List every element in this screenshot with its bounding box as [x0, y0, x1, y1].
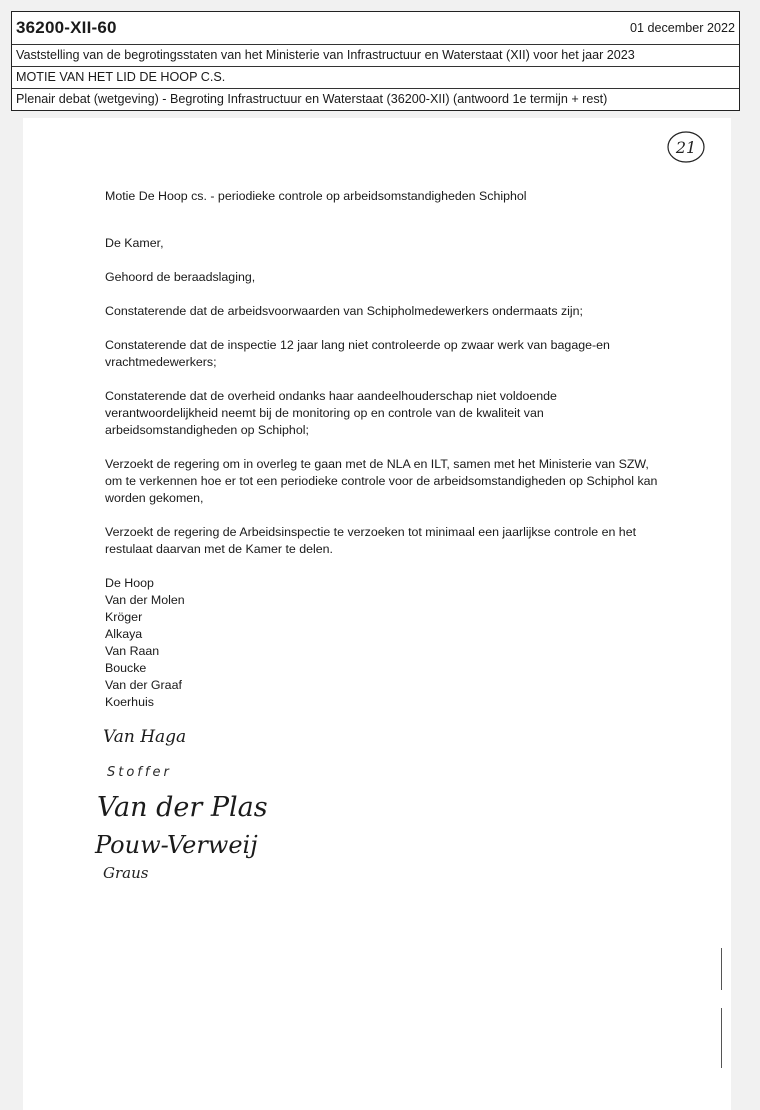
handwritten-signature: Stoffer — [107, 765, 172, 780]
signatory: Van der Molen — [105, 593, 185, 607]
handwritten-signature: Van Haga — [103, 727, 187, 747]
paragraph-request-1: Verzoekt de regering om in overleg te gaan met de NLA en ILT, samen met het Ministerie van SZW, om te verkennen hoe er tot een periodieke controle voor de arbeidsomstandigheden op Schiphol kan worden gekomen, — [105, 457, 658, 505]
signatory: De Hoop — [105, 576, 154, 590]
signatory: Alkaya — [105, 627, 143, 641]
motion-title: Motie De Hoop cs. - periodieke controle op arbeidsomstandigheden Schiphol — [105, 189, 527, 203]
signatory: Kröger — [105, 610, 143, 624]
motion-body — [105, 188, 665, 711]
paragraph-observation-1: Constaterende dat de arbeidsvoorwaarden van Schipholmedewerkers ondermaats zijn; — [105, 304, 584, 318]
handwritten-signature: Graus — [103, 864, 149, 882]
paragraph-address: De Kamer, — [105, 236, 164, 250]
paragraph-observation-2: Constaterende dat de inspectie 12 jaar lang niet controleerde op zwaar werk van bagage-en vrachtmedewerkers; — [105, 338, 610, 369]
handwritten-page-number — [666, 130, 706, 164]
document-header — [11, 11, 740, 111]
margin-mark — [721, 1008, 722, 1068]
handwritten-signature: Van der Plas — [97, 792, 268, 823]
signatory: Van der Graaf — [105, 678, 182, 692]
paragraph-heard: Gehoord de beraadslaging, — [105, 270, 256, 284]
document-page — [23, 118, 731, 1110]
signatory-list — [105, 575, 665, 711]
signatory: Van Raan — [105, 644, 160, 658]
debate-description: Plenair debat (wetgeving) - Begroting Infrastructuur en Waterstaat (36200-XII) (antwoord 1e termijn + rest) — [16, 92, 608, 106]
document-date: 01 december 2022 — [629, 21, 735, 35]
paragraph-observation-3: Constaterende dat de overheid ondanks haar aandeelhouderschap niet voldoende verantwoordelijkheid neemt bij de monitoring op en controle van de kwaliteit van arbeidsomstandigheden op Schiphol; — [105, 389, 557, 437]
document-number: 36200-XII-60 — [16, 18, 117, 37]
motion-type: MOTIE VAN HET LID DE HOOP C.S. — [12, 67, 739, 89]
page-number-text: 21 — [675, 138, 697, 157]
handwritten-signatures — [93, 718, 353, 888]
signatory: Koerhuis — [105, 695, 154, 709]
signatory: Boucke — [105, 661, 147, 675]
paragraph-request-2: Verzoekt de regering de Arbeidsinspectie te verzoeken tot minimaal een jaarlijkse controle en het restulaat daarvan met de Kamer te delen. — [105, 525, 637, 556]
header-row-number — [12, 12, 739, 45]
margin-mark — [721, 948, 722, 990]
document-subject: Vaststelling van de begrotingsstaten van het Ministerie van Infrastructuur en Waterstaat (XII) voor het jaar 2023 — [12, 45, 739, 67]
handwritten-signature: Pouw-Verweij — [95, 831, 258, 859]
